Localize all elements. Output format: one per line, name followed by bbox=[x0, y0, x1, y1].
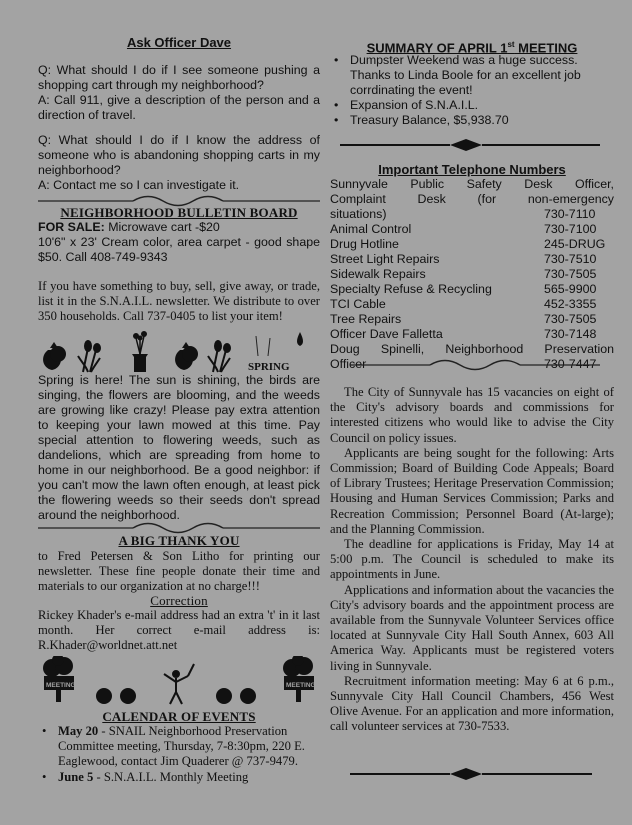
phone-row bbox=[330, 252, 614, 267]
phone-number: 565-9900 bbox=[544, 282, 597, 296]
city-paragraph: Applications and information about the vacancies the City's advisory boards and the appointment process are available from the Sunnyvale Volunteer Services office located at Sunnyvale City Hall South Annex, 603 All America Way. Applicants must be registered voters living in Sunnyvale. bbox=[330, 582, 614, 673]
phone-number: 730-7447 bbox=[544, 357, 597, 371]
for-sale-text: Microwave cart -$20 bbox=[104, 220, 220, 234]
thanks-title: A BIG THANK YOU bbox=[118, 533, 240, 548]
city-paragraph: The City of Sunnyvale has 15 vacancies on eight of the City's advisory boards and commissions for interested citizens who would like to advise the City Council on policy issues. bbox=[330, 385, 614, 445]
bulletin-title: NEIGHBORHOOD BULLETIN BOARD bbox=[60, 205, 298, 220]
for-sale-label: FOR SALE: bbox=[38, 220, 105, 234]
city-paragraph: Applicants are being sought for the following: Arts Commission; Board of Building Code Appeals; Board of Library Trustees; Heritage Preservation Commission; Housing and Human Services Commission; Parks and Recreation Commission; Personnel Board (At-large); and the Planning Commission. bbox=[330, 445, 614, 536]
phone-row bbox=[330, 222, 614, 237]
ask-q1: Q: What should I do if I see someone pushing a shopping cart through my neighborhood? bbox=[38, 63, 320, 92]
phone-number: 730-7510 bbox=[544, 252, 597, 266]
ask-a2: A: Contact me so I can investigate it. bbox=[38, 178, 240, 192]
phone-list bbox=[330, 177, 614, 372]
calendar-item bbox=[38, 770, 320, 785]
phones-title: Important Telephone Numbers bbox=[378, 162, 566, 177]
calendar-item-text: - SNAIL Neighborhood Preservation Committee meeting, Thursday, 7-8:30pm, 220 E. Eaglewood, contact Jim Quaderer @ 737-9479. bbox=[58, 724, 305, 769]
meetings-badge-left: MEETINGS bbox=[46, 682, 80, 689]
calendar-item-text: - S.N.A.I.L. Monthly Meeting bbox=[93, 769, 249, 784]
spring-text: Spring is here! The sun is shining, the birds are singing, the flowers are blooming, and the weeds are growing like crazy! Please pay extra attention to keeping your lawn mowed at this time. Pay special attention to flowering weeds, such as dandelions, which are spreading from home to home in our neighborhood. Be a good neighbor: if you can't mow the lawn often enough, at least pick the flowering weeds so their seeds don't spread around the neighborhood. bbox=[38, 373, 320, 522]
squiggle-divider-2 bbox=[38, 520, 320, 534]
phone-number: 452-3355 bbox=[544, 297, 597, 311]
phone-number: 245-DRUG bbox=[544, 237, 606, 251]
phone-number: 730-7148 bbox=[544, 327, 597, 341]
summary-title-end: MEETING bbox=[514, 40, 578, 56]
summary-item: • Dumpster Weekend was a huge success. Thanks to Linda Boole for an excellent job corrdinating the event! bbox=[330, 53, 614, 98]
phone-number: 730-7110 bbox=[544, 207, 596, 221]
correction-text: Rickey Khader's e-mail address had an extra 't' in it last month. Her correct e-mail address is: R.Khader@worldnet.att.net bbox=[38, 608, 320, 653]
diamond-divider-1 bbox=[330, 137, 614, 153]
calendar-list bbox=[38, 724, 320, 785]
phone-first-line-a: Sunnyvale Public Safety Desk Officer, bbox=[330, 177, 614, 191]
summary-title-main: SUMMARY OF APRIL 1 bbox=[366, 40, 508, 56]
ask-officer-title: Ask Officer Dave bbox=[126, 35, 232, 50]
calendar-item-date: June 5 bbox=[58, 769, 94, 784]
phone-number: 730-7505 bbox=[544, 267, 597, 281]
ask-a1: A: Call 911, give a description of the person and a direction of travel. bbox=[38, 93, 320, 122]
phone-name: Tree Repairs bbox=[330, 312, 402, 326]
phone-last-line-a: Doug Spinelli, Neighborhood Preservation bbox=[330, 342, 614, 356]
ask-q2: Q: What should I do if I know the address of someone who is abandoning shopping carts in my neighborhood? bbox=[38, 133, 320, 177]
phone-name: Sidewalk Repairs bbox=[330, 267, 426, 281]
diamond-divider-2 bbox=[330, 766, 614, 782]
phone-row bbox=[330, 267, 614, 282]
phone-number: 730-7100 bbox=[544, 222, 597, 236]
phone-row bbox=[330, 207, 614, 222]
correction-title: Correction bbox=[150, 593, 208, 608]
for-sale-line bbox=[38, 220, 320, 235]
spring-flowers-decoration bbox=[38, 326, 320, 374]
phone-row bbox=[330, 327, 614, 342]
phone-first-line-b: Complaint Desk (for non-emergency bbox=[330, 192, 614, 206]
phone-name: Officer Dave Falletta bbox=[330, 327, 443, 341]
city-vacancies bbox=[330, 385, 614, 735]
phone-name: Drug Hotline bbox=[330, 237, 399, 251]
phone-row bbox=[330, 312, 614, 327]
phone-name: Street Light Repairs bbox=[330, 252, 440, 266]
calendar-item bbox=[38, 724, 320, 770]
city-paragraph: Recruitment information meeting: May 6 at 6 p.m., Sunnyvale City Hall Council Chambers, 456 West Olive Avenue. For an application and more information, call volunteer services at 730-7533. bbox=[330, 673, 614, 734]
phone-name: Animal Control bbox=[330, 222, 412, 236]
summary-title-sup: st bbox=[507, 40, 515, 49]
meetings-badge-right: MEETINGS bbox=[286, 682, 320, 689]
spring-sign-text: SPRING bbox=[248, 361, 290, 373]
calendar-item-date: May 20 bbox=[58, 724, 99, 738]
thanks-text: to Fred Petersen & Son Litho for printing our newsletter. These fine people donate their time and materials to our organization at no charge!!! bbox=[38, 549, 320, 594]
phone-name: Specialty Refuse & Recycling bbox=[330, 282, 492, 296]
summary-item: • Treasury Balance, $5,938.70 bbox=[330, 113, 614, 128]
calendar-decoration bbox=[38, 656, 320, 708]
bulletin-info: If you have something to buy, sell, give away, or trade, list it in the S.N.A.I.L. newsletter. We distribute to over 350 households. Call 737-0405 to list your item! bbox=[38, 279, 320, 324]
summary-item: • Expansion of S.N.A.I.L. bbox=[330, 98, 614, 113]
phone-row bbox=[330, 237, 614, 252]
phone-number: 730-7505 bbox=[544, 312, 597, 326]
squiggle-divider-3 bbox=[330, 357, 614, 371]
carpet-listing: 10'6" x 23' Cream color, area carpet - good shape $50. Call 408-749-9343 bbox=[38, 235, 320, 264]
city-paragraph: The deadline for applications is Friday, May 14 at 5:00 p.m. The Council is scheduled to make its appointments in June. bbox=[330, 537, 614, 582]
phone-row bbox=[330, 297, 614, 312]
phone-name: situations) bbox=[330, 207, 387, 221]
summary-list bbox=[330, 53, 614, 128]
calendar-title: CALENDAR OF EVENTS bbox=[102, 709, 256, 724]
phone-name: Officer bbox=[330, 357, 367, 371]
phone-row bbox=[330, 282, 614, 297]
phone-name: TCI Cable bbox=[330, 297, 386, 311]
